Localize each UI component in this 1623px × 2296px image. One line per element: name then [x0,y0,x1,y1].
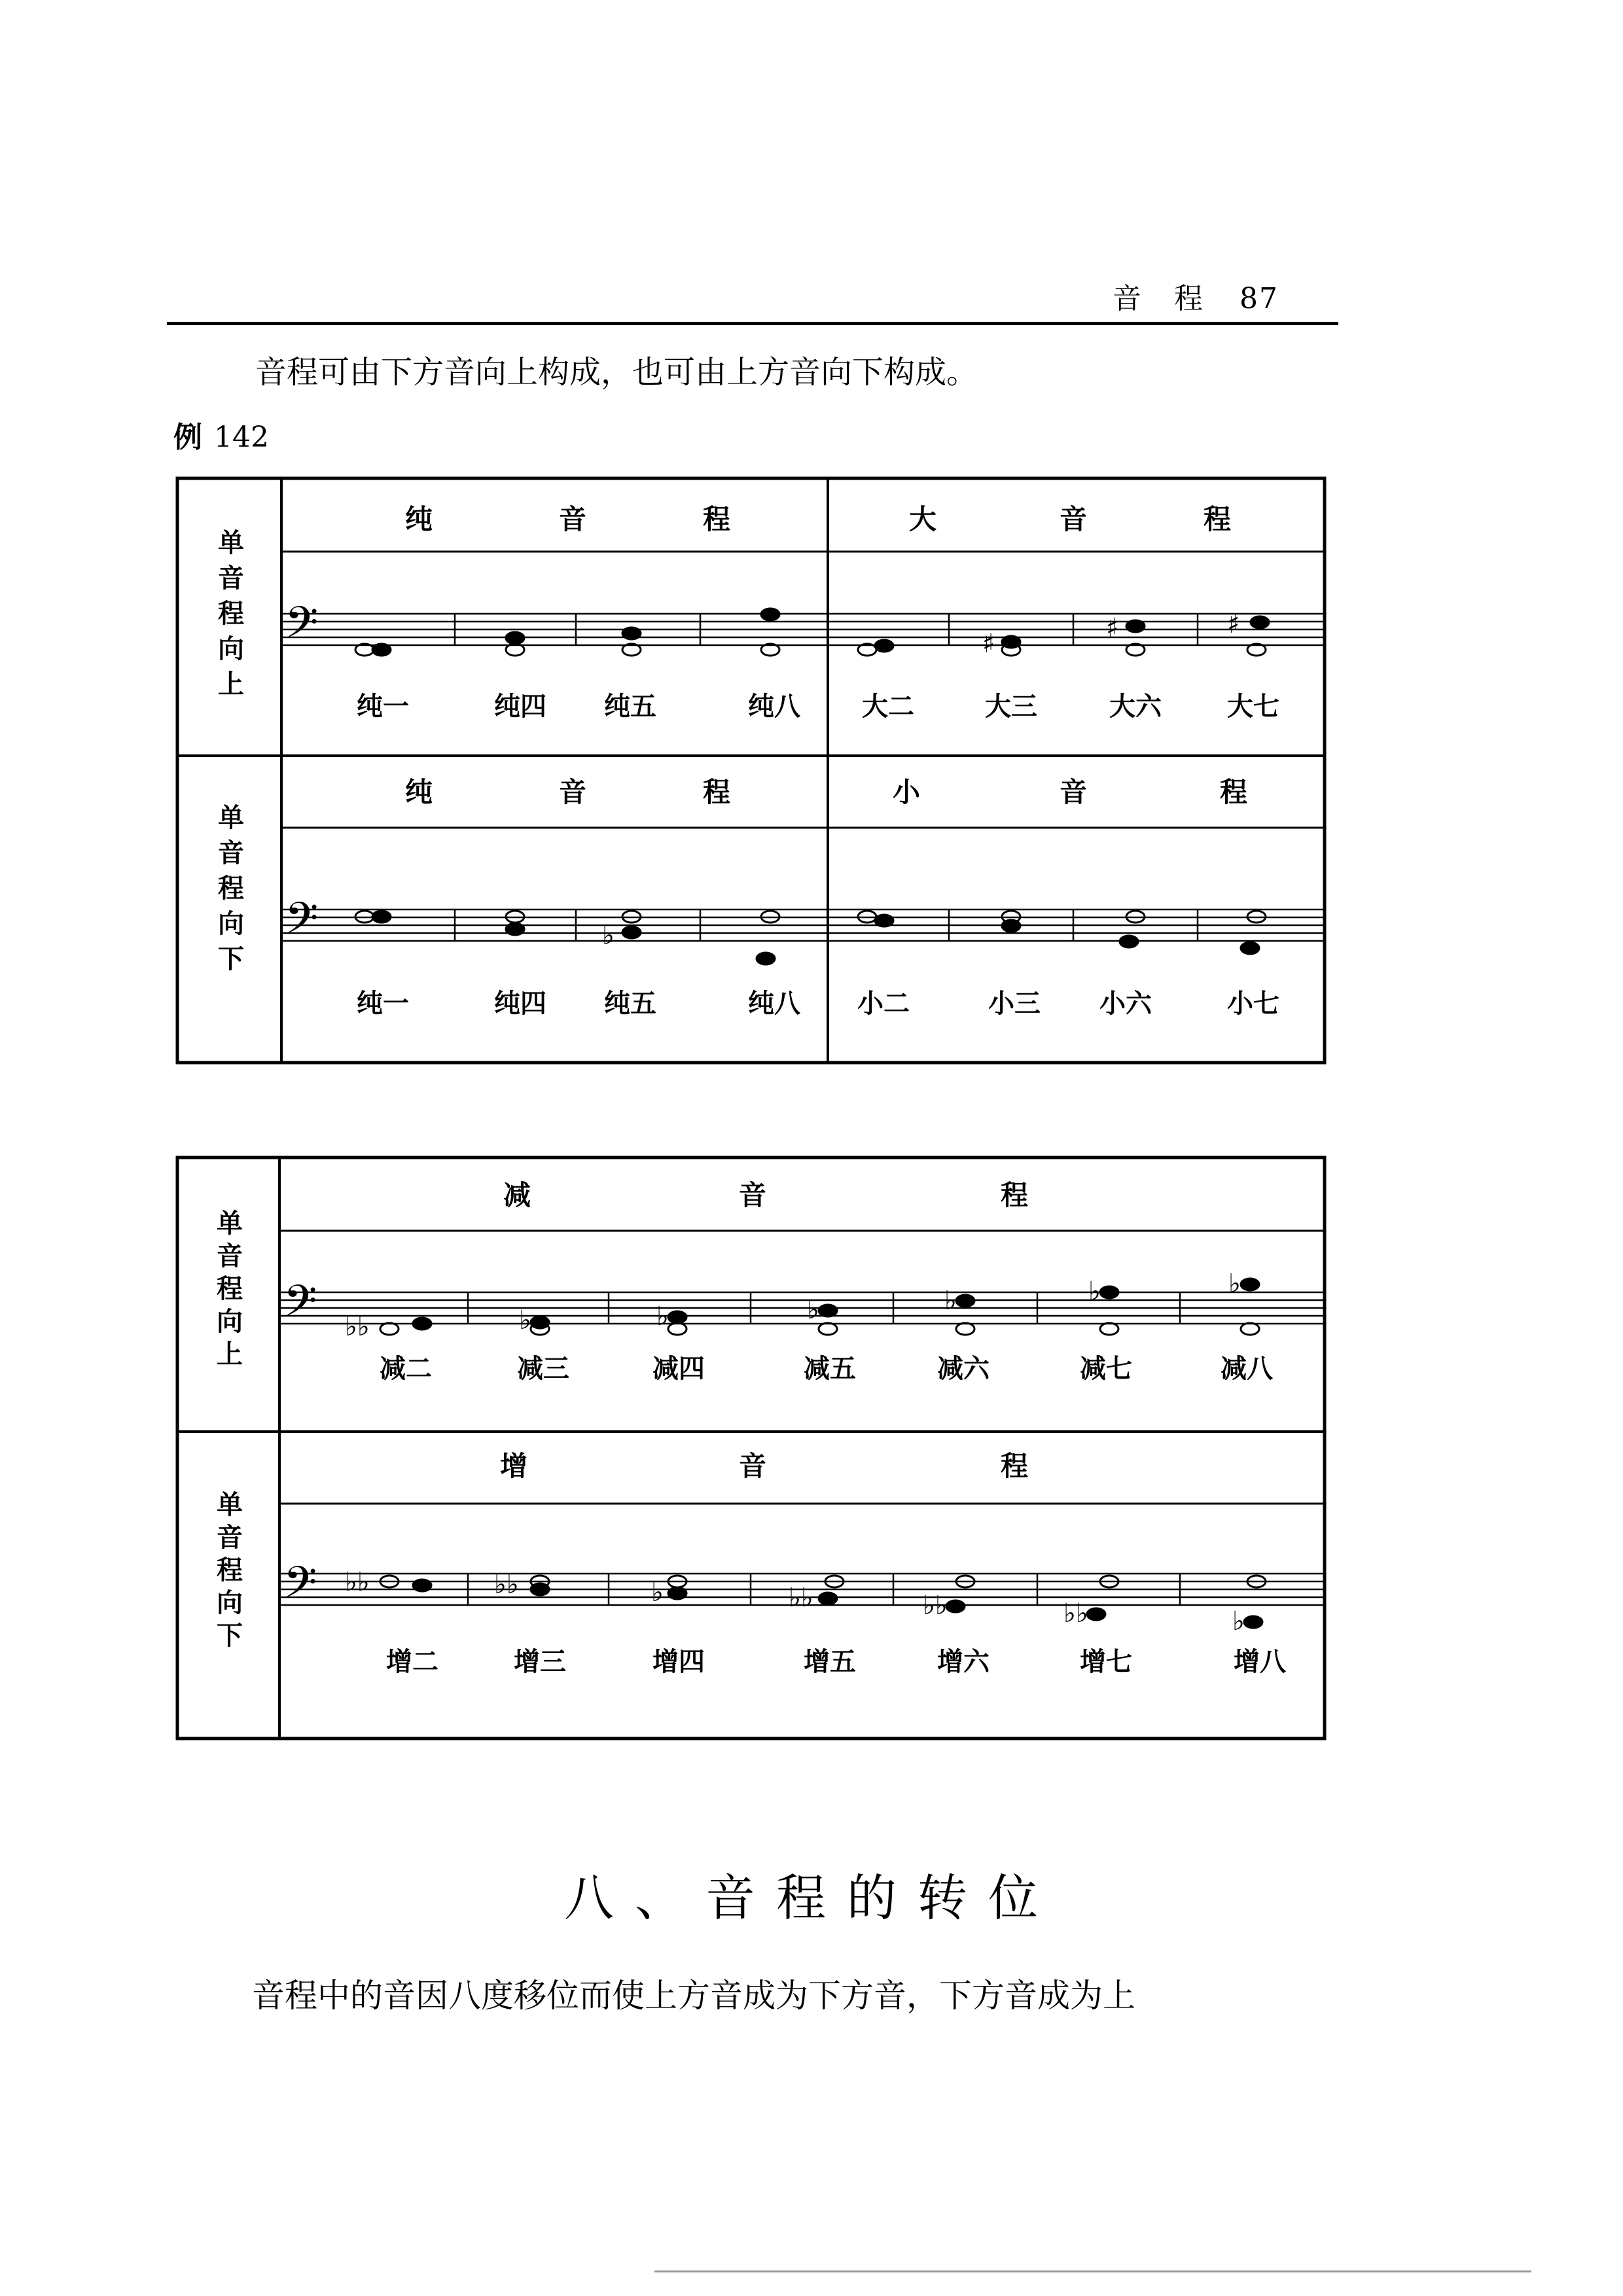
intro-paragraph: 音程可由下方音向上构成，也可由上方音向下构成。 [255,354,978,391]
flat-icon: ♭♭ [1063,1598,1088,1629]
interval-label: 大二 [862,692,914,722]
side-label-char: 音 [218,563,244,593]
side-label-char: 上 [218,669,244,699]
side-label-char: 单 [218,803,244,833]
bass-clef-icon: 𝄢 [283,1557,317,1618]
interval-label: 减二 [380,1354,432,1384]
interval-table-1 [173,474,1329,1067]
flat-icon: ♭ [1228,1269,1241,1299]
interval-label: 减七 [1080,1354,1132,1384]
interval-label: 减五 [804,1354,856,1384]
interval-label: 大七 [1227,692,1279,722]
example-label [173,414,269,455]
interval-label: 小六 [1099,989,1152,1019]
interval-label: 小三 [988,989,1041,1019]
bass-clef-icon: 𝄢 [285,893,319,954]
group-header-char: 程 [1203,503,1232,535]
group-header-char: 小 [892,776,921,808]
interval-label: 大三 [985,692,1037,722]
side-label-char: 向 [217,1588,243,1618]
group-header-char: 音 [1059,503,1088,535]
sharp-icon: ♯ [1106,613,1119,643]
notes-row2 [355,911,1266,964]
staff-row1 [279,1292,1325,1324]
group-header-char: 大 [908,503,937,535]
side-label-char: 程 [217,1274,243,1304]
example-word: 例 [173,421,202,454]
side-label-char: 向 [218,634,244,664]
flat-icon: ♭ [1232,1606,1245,1636]
group-header-char: 减 [503,1179,531,1211]
group-header-char: 音 [738,1179,767,1211]
side-label-char: 上 [217,1339,243,1369]
interval-label: 纯四 [494,692,546,722]
flat-icon: ♭ [519,1305,531,1335]
flat-icon: ♭♭ [345,1567,370,1597]
side-label-char: 下 [218,944,244,974]
interval-label: 大六 [1109,692,1162,722]
interval-label: 纯一 [357,989,409,1019]
flat-icon: ♭♭ [494,1570,519,1600]
flat-icon: ♭ [656,1301,669,1332]
side-label-char: 程 [218,599,244,629]
interval-label: 减八 [1221,1354,1273,1384]
interval-label: 增七 [1080,1647,1132,1677]
running-head-title: 音 程 [1113,282,1215,315]
interval-label: 增六 [937,1647,990,1677]
staff-row2 [281,910,1325,941]
interval-label: 纯五 [604,692,656,722]
interval-label: 减三 [517,1354,569,1384]
flat-icon: ♭♭ [789,1583,813,1613]
side-label-char: 下 [217,1621,243,1651]
interval-label: 纯一 [357,692,409,722]
side-label-char: 向 [217,1307,243,1337]
flat-icon: ♭ [944,1286,957,1316]
group-header-char: 程 [1000,1179,1029,1211]
interval-label: 小二 [857,989,910,1019]
interval-label: 增八 [1234,1647,1286,1677]
group-header-char: 程 [702,776,731,808]
flat-icon: ♭ [651,1578,664,1608]
scan-artifact-line [654,2270,1531,2272]
sharp-icon: ♯ [982,629,995,659]
side-label-char: 单 [217,1490,243,1520]
group-header-char: 纯 [404,503,433,535]
side-label-char: 向 [218,909,244,939]
interval-label: 减四 [652,1354,705,1384]
interval-label: 纯四 [494,989,546,1019]
interval-label: 增三 [514,1647,566,1677]
flat-icon: ♭ [807,1295,819,1325]
flat-icon: ♭♭ [923,1591,948,1621]
side-label-char: 音 [217,1523,243,1553]
header-rule [167,322,1338,325]
side-label-char: 程 [218,874,244,904]
interval-label: 纯八 [748,692,800,722]
group-header-char: 音 [738,1450,767,1482]
notes-row1 [380,1279,1259,1335]
group-header-char: 纯 [404,776,433,808]
section-title: 八、音程的转位 [564,1869,1059,1927]
interval-label: 增四 [652,1647,705,1677]
flat-icon: ♭♭ [345,1312,370,1342]
group-header-char: 程 [1000,1450,1029,1482]
side-label-char: 程 [217,1555,243,1585]
group-header-char: 增 [499,1450,528,1482]
interval-table-2 [173,1154,1329,1742]
interval-label: 纯五 [604,989,656,1019]
flat-icon: ♭ [602,921,615,951]
interval-label: 小七 [1227,989,1279,1019]
side-label-char: 单 [217,1209,243,1239]
interval-label: 纯八 [748,989,800,1019]
example-number: 142 [214,421,269,454]
interval-label: 增二 [386,1647,438,1677]
body-paragraph: 音程中的音因八度移位而使上方音成为下方音，下方音成为上 [252,1977,1135,2015]
bass-clef-icon: 𝄢 [283,1276,317,1337]
page-number: 87 [1240,282,1279,315]
sharp-icon: ♯ [1227,609,1240,639]
group-header-char: 程 [1219,776,1248,808]
notes-row1 [355,609,1269,656]
group-header-char: 音 [1059,776,1088,808]
side-label-char: 单 [218,528,244,558]
group-header-char: 音 [558,776,587,808]
interval-label: 增五 [804,1647,856,1677]
side-label-char: 音 [218,838,244,868]
staff-row1 [281,614,1325,645]
group-header-char: 音 [558,503,587,535]
group-header-char: 程 [702,503,731,535]
flat-icon: ♭ [1088,1277,1101,1307]
bass-clef-icon: 𝄢 [285,597,319,658]
side-label-char: 音 [217,1241,243,1271]
running-head [1113,275,1309,314]
interval-label: 减六 [937,1354,990,1384]
